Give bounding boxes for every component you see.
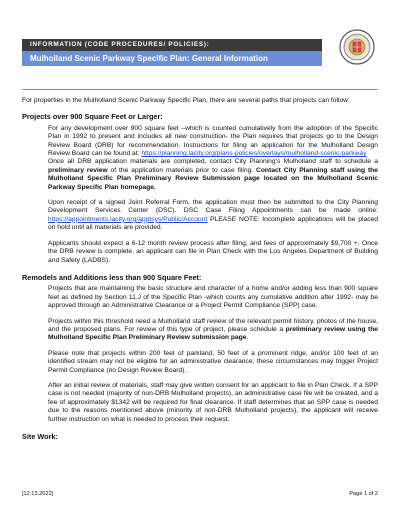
bold-text: Contact City Planning staff using the Mulholland Specific Plan Preliminary Review Submission page located on the Mulholland Scenic Parkway Specific Plan homepage. xyxy=(48,166,378,191)
paragraph xyxy=(22,199,378,233)
section-heading: Projects over 900 Square Feet or Larger: xyxy=(22,112,163,122)
city-seal-icon xyxy=(339,29,375,65)
section-heading: Site Work: xyxy=(22,432,58,441)
paragraph xyxy=(22,125,378,159)
paragraph xyxy=(22,318,378,343)
section-heading: Remodels and Additions less than 900 Square Feet: xyxy=(22,272,202,282)
paragraph-text: Once all DRB application materials are completed, contact City Planning’s Mulholland staff to schedule a xyxy=(48,158,378,166)
footer-date: [12.13.2022] xyxy=(22,491,54,497)
appointments-link[interactable]: https://appointments.lacity.org/apptsys/Public/Account xyxy=(48,215,208,223)
paragraph-text: For any development over 900 square feet –which is counted cumulatively from the adoption of the Specific Plan in 1992 to present and includes all new construction- the Plan requires that projects go to the Design Review Board (DRB) for recommendation. Instructions for filing an application for the Mulholland Design Review Board can be found at: xyxy=(48,124,378,158)
bold-text: preliminary review xyxy=(48,166,108,174)
page-number: Page 1 of 2 xyxy=(349,491,378,497)
category-banner: INFORMATION (CODE PROCEDURES/ POLICIES): xyxy=(22,39,322,51)
mulholland-plan-link[interactable]: https://planning.lacity.org/plans-policies/overlays/mulholland-scenic-parkway xyxy=(141,150,367,158)
paragraph: After an initial review of materials, staff may give written consent for an applicant to file in Plan Check. If a SPP case is not needed (majority of non-DRB Mulholland projects), an administrative case file will be created, and a fee of approximately $1342 will be required for final clearance. If staff determines that an SPP case is needed due to the reasons mentioned above (minority of non-DRB Mulholland projects), the applicant will receive further instruction on what is needed to process their request. xyxy=(48,381,378,423)
paragraph xyxy=(22,158,378,192)
paragraph: Please note that projects within 200 feet of parkland, 50 feet of a prominent ridge, and/or 100 feet of an identified stream may not be eligible for an administrative clearance; these circumstances may trigger Project Permit Compliance (no Design Review Board). xyxy=(48,349,378,374)
page-title: Mulholland Scenic Parkway Specific Plan: General Information xyxy=(22,51,322,66)
paragraph-text: Projects within this threshold need a Mulholland staff review of the relevant permit history, photos of the house, and the proposed plans. For review of this type of project, please schedule a xyxy=(48,317,378,333)
intro-paragraph: For properties in the Mulholland Scenic Parkway Specific Plan, there are several paths that projects can follow: xyxy=(22,97,350,104)
header-divider xyxy=(22,89,378,90)
paragraph-text: Upon receipt of a signed Joint Referral Form, the application must then be submitted to the City Planning Development Services Center (DSC). DSC Case Filing Appointments can be made online: xyxy=(48,199,378,215)
bold-text: preliminary review using the Mulholland Specific Plan Preliminary Review submission page xyxy=(48,325,379,342)
paragraph: Applicants should expect a 6-12 month review process after filing, and fees of approximately $9,700 +. Once the DRB review is complete, an applicant can file in Plan Check with the Los Angeles Department of Building and Safety (LADBS). xyxy=(48,239,378,264)
paragraph-text: PLEASE NOTE: Incomplete applications will be placed on hold until all materials are provided. xyxy=(48,215,378,232)
document-body xyxy=(22,97,378,444)
paragraph: Projects that are maintaining the basic structure and character of a home and/or adding less than 900 square feet as defined by Section 11.J of the Specific Plan -which counts any cumulative addition after 1992- may be approved through an Administrative Clearance or a Project Permit Compliance (SPP) case. xyxy=(48,285,378,310)
paragraph-text: . xyxy=(246,334,249,342)
page-footer xyxy=(22,491,378,499)
paragraph-text: of the application materials prior to case filing. xyxy=(107,166,256,174)
